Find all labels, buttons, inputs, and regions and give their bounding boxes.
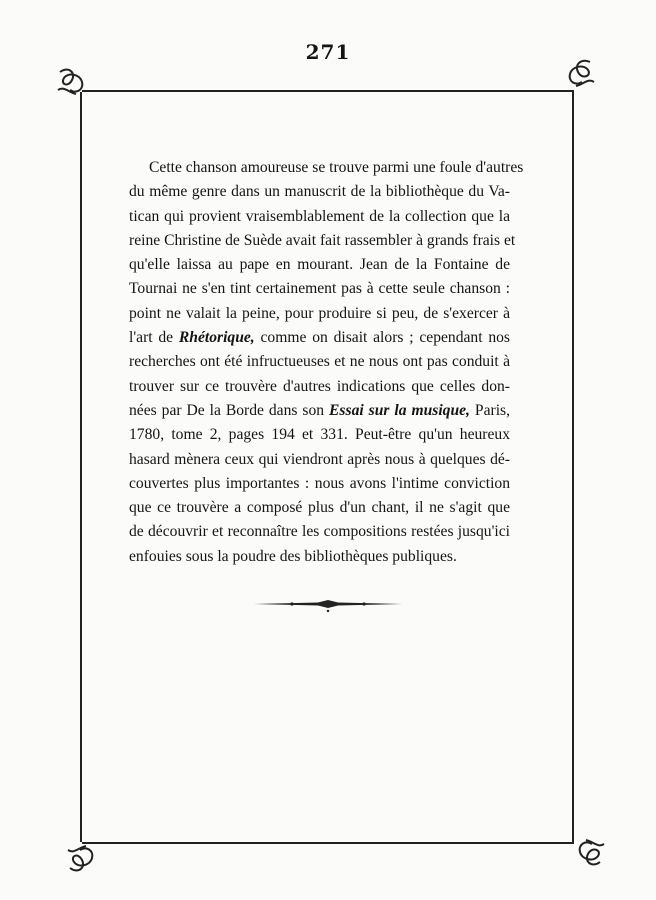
body-paragraph bbox=[129, 156, 524, 569]
text-segment: comme on disait alors ; cependant nos bbox=[260, 329, 510, 347]
book-title: Essai sur la musique, bbox=[329, 401, 470, 419]
corner-flourish-icon bbox=[54, 64, 88, 98]
text-segment: l'art de bbox=[129, 329, 174, 347]
text-line: recherches ont été infructueuses et ne nous ont pas conduit à bbox=[129, 353, 510, 371]
text-line: qu'elle laissa au pape en mourant. Jean de la Fontaine de bbox=[129, 256, 510, 274]
frame-left-rule bbox=[80, 92, 82, 842]
text-line: tican qui provient vraisemblablement de la collection que la bbox=[129, 207, 510, 225]
text-line: enfouies sous la poudre des bibliothèques publiques. bbox=[129, 547, 457, 565]
corner-flourish-icon bbox=[64, 842, 98, 876]
frame-right-rule bbox=[572, 92, 574, 842]
text-line: trouver sur ce trouvère d'autres indications que celles don- bbox=[129, 377, 510, 395]
text-line: de découvrir et reconnaître les compositions restées jusqu'ici bbox=[129, 523, 510, 541]
text-segment: nées par De la Borde dans son bbox=[129, 401, 325, 419]
text-line: couvertes plus importantes : nous avons l'intime conviction bbox=[129, 474, 510, 492]
text-line bbox=[129, 399, 510, 423]
text-line: hasard mènera ceux qui viendront après nous à quelques dé- bbox=[129, 450, 510, 468]
text-line: Cette chanson amoureuse se trouve parmi une foule d'autres bbox=[149, 159, 524, 176]
emphasized-term: Rhétorique, bbox=[178, 329, 255, 347]
frame-top-rule bbox=[82, 90, 574, 92]
text-line: 1780, tome 2, pages 194 et 331. Peut-être qu'un heureux bbox=[129, 426, 510, 444]
text-line bbox=[129, 326, 510, 350]
frame-bottom-rule bbox=[82, 842, 574, 844]
text-line: du même genre dans un manuscrit de la bibliothèque du Va- bbox=[129, 183, 510, 201]
fleuron-divider-icon bbox=[252, 596, 404, 612]
text-line: point ne valait la peine, pour produire si peu, de s'exercer à bbox=[129, 304, 510, 322]
text-line: reine Christine de Suède avait fait rassembler à grands frais et bbox=[129, 231, 516, 249]
corner-flourish-icon bbox=[564, 56, 598, 90]
text-line: que ce trouvère a composé plus d'un chant, il ne s'agit que bbox=[129, 499, 510, 517]
text-segment: Paris, bbox=[474, 401, 511, 419]
corner-flourish-icon bbox=[574, 836, 608, 870]
page-number: 271 bbox=[305, 40, 351, 64]
text-line: Tournai ne s'en tint certainement pas à cette seule chanson : bbox=[129, 280, 510, 298]
